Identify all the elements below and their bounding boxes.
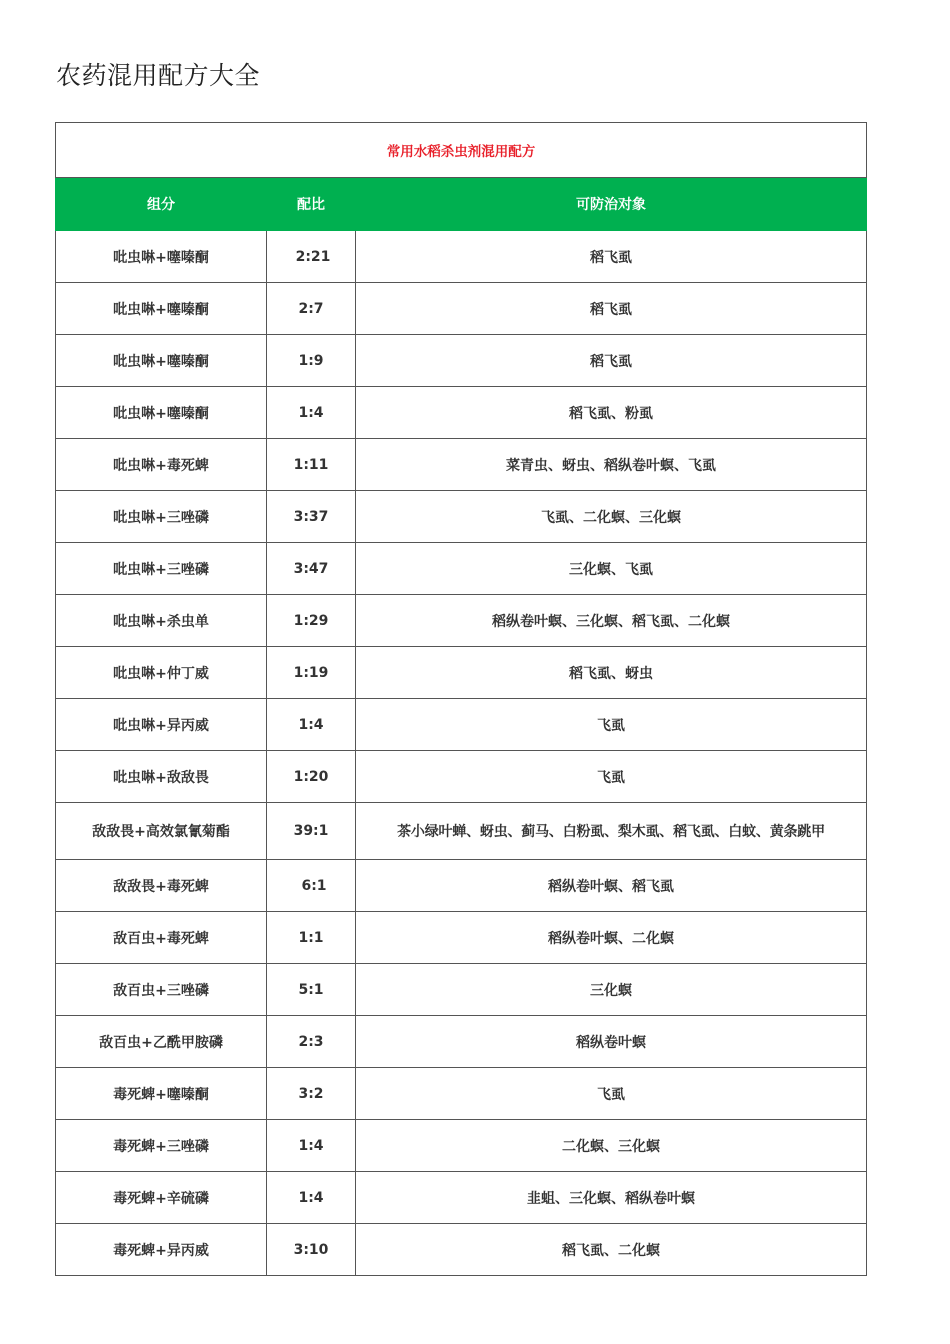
ratio-value: 1:11 xyxy=(293,456,329,473)
cell-ratio xyxy=(267,699,356,751)
cell-ratio xyxy=(267,647,356,699)
table-caption: 常用水稻杀虫剂混用配方 xyxy=(56,123,867,178)
ratio-value: 1:4 xyxy=(298,1189,324,1206)
cell-component: 毒死蜱+噻嗪酮 xyxy=(56,1068,267,1120)
ratio-value: 6:1 xyxy=(301,877,327,894)
ratio-value: 1:4 xyxy=(298,404,324,421)
cell-target: 稻纵卷叶螟、稻飞虱 xyxy=(356,860,867,912)
cell-ratio xyxy=(267,595,356,647)
cell-target: 飞虱 xyxy=(356,1068,867,1120)
cell-ratio xyxy=(267,1016,356,1068)
formula-table-container xyxy=(55,122,866,1276)
cell-component: 毒死蜱+异丙威 xyxy=(56,1224,267,1276)
cell-component: 敌百虫+乙酰甲胺磷 xyxy=(56,1016,267,1068)
cell-target: 稻飞虱、粉虱 xyxy=(356,387,867,439)
cell-target: 飞虱 xyxy=(356,751,867,803)
table-row xyxy=(56,803,867,860)
cell-ratio xyxy=(267,860,356,912)
table-row xyxy=(56,387,867,439)
cell-component: 敌百虫+毒死蜱 xyxy=(56,912,267,964)
table-row xyxy=(56,1172,867,1224)
cell-target: 茶小绿叶蝉、蚜虫、蓟马、白粉虱、梨木虱、稻飞虱、白蚊、黄条跳甲 xyxy=(356,803,867,860)
cell-component: 毒死蜱+三唑磷 xyxy=(56,1120,267,1172)
cell-component: 毒死蜱+辛硫磷 xyxy=(56,1172,267,1224)
table-caption-row xyxy=(56,123,867,178)
formula-table xyxy=(55,122,867,1276)
cell-ratio xyxy=(267,387,356,439)
cell-ratio xyxy=(267,1120,356,1172)
cell-component: 吡虫啉+噻嗪酮 xyxy=(56,335,267,387)
cell-ratio xyxy=(267,803,356,860)
cell-ratio xyxy=(267,491,356,543)
cell-component: 吡虫啉+毒死蜱 xyxy=(56,439,267,491)
table-row xyxy=(56,335,867,387)
table-row xyxy=(56,860,867,912)
page-title: 农药混用配方大全 xyxy=(56,61,261,90)
cell-target: 三化螟 xyxy=(356,964,867,1016)
cell-target: 三化螟、飞虱 xyxy=(356,543,867,595)
ratio-value: 2:21 xyxy=(295,248,331,265)
cell-target: 稻飞虱 xyxy=(356,231,867,283)
cell-target: 稻飞虱、蚜虫 xyxy=(356,647,867,699)
ratio-value: 3:47 xyxy=(293,560,329,577)
table-row xyxy=(56,1120,867,1172)
table-row xyxy=(56,1068,867,1120)
cell-component: 吡虫啉+异丙威 xyxy=(56,699,267,751)
cell-target: 稻飞虱 xyxy=(356,283,867,335)
cell-target: 稻飞虱、二化螟 xyxy=(356,1224,867,1276)
column-header-target: 可防治对象 xyxy=(356,178,867,231)
ratio-value: 1:1 xyxy=(298,929,324,946)
table-row xyxy=(56,699,867,751)
cell-component: 吡虫啉+噻嗪酮 xyxy=(56,231,267,283)
ratio-value: 2:3 xyxy=(298,1033,324,1050)
table-row xyxy=(56,283,867,335)
ratio-value: 1:29 xyxy=(293,612,329,629)
cell-component: 敌敌畏+毒死蜱 xyxy=(56,860,267,912)
table-row xyxy=(56,491,867,543)
ratio-value: 3:2 xyxy=(298,1085,324,1102)
ratio-value: 39:1 xyxy=(293,823,329,839)
ratio-value: 1:4 xyxy=(298,716,324,733)
cell-target: 飞虱、二化螟、三化螟 xyxy=(356,491,867,543)
ratio-value: 5:1 xyxy=(298,981,324,998)
cell-ratio xyxy=(267,751,356,803)
cell-ratio xyxy=(267,231,356,283)
table-row xyxy=(56,647,867,699)
table-row xyxy=(56,595,867,647)
ratio-value: 1:19 xyxy=(293,664,329,681)
cell-component: 吡虫啉+敌敌畏 xyxy=(56,751,267,803)
cell-ratio xyxy=(267,283,356,335)
table-row xyxy=(56,964,867,1016)
table-row xyxy=(56,1224,867,1276)
ratio-value: 1:20 xyxy=(293,768,329,785)
cell-component: 吡虫啉+三唑磷 xyxy=(56,543,267,595)
cell-component: 吡虫啉+噻嗪酮 xyxy=(56,283,267,335)
cell-component: 敌百虫+三唑磷 xyxy=(56,964,267,1016)
cell-ratio xyxy=(267,964,356,1016)
cell-component: 吡虫啉+仲丁威 xyxy=(56,647,267,699)
cell-component: 敌敌畏+高效氯氰菊酯 xyxy=(56,803,267,860)
cell-ratio xyxy=(267,1224,356,1276)
column-header-component: 组分 xyxy=(56,178,267,231)
table-row xyxy=(56,543,867,595)
cell-ratio xyxy=(267,439,356,491)
cell-target: 二化螟、三化螟 xyxy=(356,1120,867,1172)
cell-target: 飞虱 xyxy=(356,699,867,751)
ratio-value: 2:7 xyxy=(298,300,324,317)
table-row xyxy=(56,751,867,803)
ratio-value: 3:10 xyxy=(293,1241,329,1258)
cell-target: 稻纵卷叶螟 xyxy=(356,1016,867,1068)
cell-ratio xyxy=(267,335,356,387)
ratio-value: 3:37 xyxy=(293,508,329,525)
ratio-value: 1:9 xyxy=(298,352,324,369)
cell-component: 吡虫啉+噻嗪酮 xyxy=(56,387,267,439)
cell-ratio xyxy=(267,543,356,595)
table-row xyxy=(56,1016,867,1068)
column-header-ratio: 配比 xyxy=(267,178,356,231)
table-row xyxy=(56,439,867,491)
cell-ratio xyxy=(267,1172,356,1224)
ratio-value: 1:4 xyxy=(298,1137,324,1154)
cell-component: 吡虫啉+杀虫单 xyxy=(56,595,267,647)
cell-ratio xyxy=(267,1068,356,1120)
cell-target: 稻纵卷叶螟、三化螟、稻飞虱、二化螟 xyxy=(356,595,867,647)
cell-component: 吡虫啉+三唑磷 xyxy=(56,491,267,543)
cell-target: 稻飞虱 xyxy=(356,335,867,387)
cell-ratio xyxy=(267,912,356,964)
cell-target: 韭蛆、三化螟、稻纵卷叶螟 xyxy=(356,1172,867,1224)
table-row xyxy=(56,912,867,964)
table-row xyxy=(56,231,867,283)
table-header-row xyxy=(56,178,867,231)
cell-target: 稻纵卷叶螟、二化螟 xyxy=(356,912,867,964)
cell-target: 菜青虫、蚜虫、稻纵卷叶螟、飞虱 xyxy=(356,439,867,491)
